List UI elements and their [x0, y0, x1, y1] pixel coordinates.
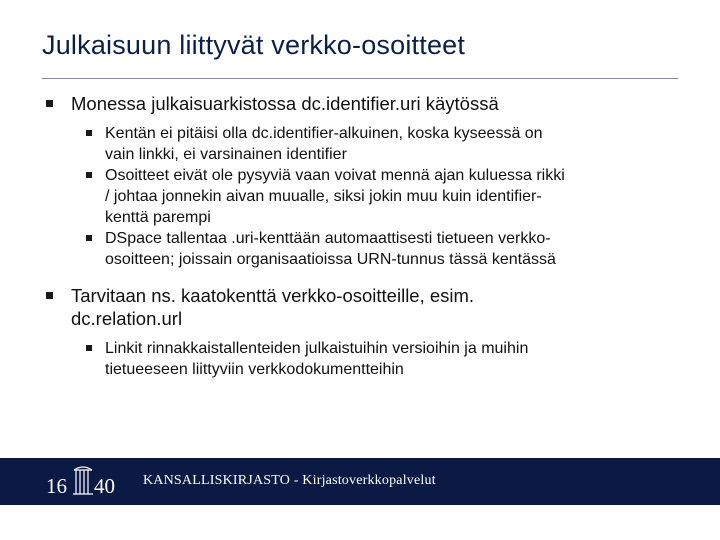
footer-text: KANSALLISKIRJASTO - Kirjastoverkkopalvelut [143, 473, 436, 488]
bullet-level1 [44, 284, 684, 330]
bullet-line: vain linkki, ei varsinainen identifier [105, 146, 347, 163]
square-bullet-icon [86, 345, 92, 351]
bullet-line: / johtaa jonnekin aivan muualle, siksi jokin muu kuin identifier- [105, 188, 542, 205]
bullet-level2 [44, 228, 684, 270]
bullet-line: kenttä parempi [105, 209, 211, 226]
square-bullet-icon [46, 100, 53, 107]
bullet-text: Monessa julkaisuarkistossa dc.identifier.uri käytössä [71, 93, 499, 114]
title-divider [42, 78, 678, 79]
slide-content [44, 92, 684, 380]
logo-year-left: 16 [46, 474, 67, 498]
bullet-level2 [44, 338, 684, 380]
bullet-line: Linkit rinnakkaistallenteiden julkaistuihin versioihin ja muihin [105, 340, 529, 357]
bullet-line: tietueeseen liittyviin verkkodokumentteihin [105, 361, 404, 378]
bullet-level2 [44, 165, 684, 228]
square-bullet-icon [86, 235, 92, 241]
footer-bar [0, 458, 720, 505]
bullet-level1 [44, 92, 684, 115]
bullet-line: Tarvitaan ns. kaatokenttä verkko-osoitteille, esim. [71, 285, 475, 306]
slide-title: Julkaisuun liittyvät verkko-osoitteet [42, 30, 466, 60]
bullet-line: dc.relation.url [71, 308, 183, 329]
bullet-line: osoitteen; joissain organisaatioissa URN-tunnus tässä kentässä [105, 251, 556, 268]
bullet-line: Kentän ei pitäisi olla dc.identifier-alkuinen, koska kyseessä on [105, 125, 543, 142]
square-bullet-icon [86, 172, 92, 178]
logo-year-right: 40 [94, 474, 115, 498]
national-library-logo-icon [44, 463, 122, 499]
square-bullet-icon [46, 292, 53, 299]
bullet-line: Osoitteet eivät ole pysyviä vaan voivat mennä ajan kuluessa rikki [105, 167, 565, 184]
square-bullet-icon [86, 130, 92, 136]
bullet-level2 [44, 123, 684, 165]
bullet-line: DSpace tallentaa .uri-kenttään automaattisesti tietueen verkko- [105, 230, 551, 247]
